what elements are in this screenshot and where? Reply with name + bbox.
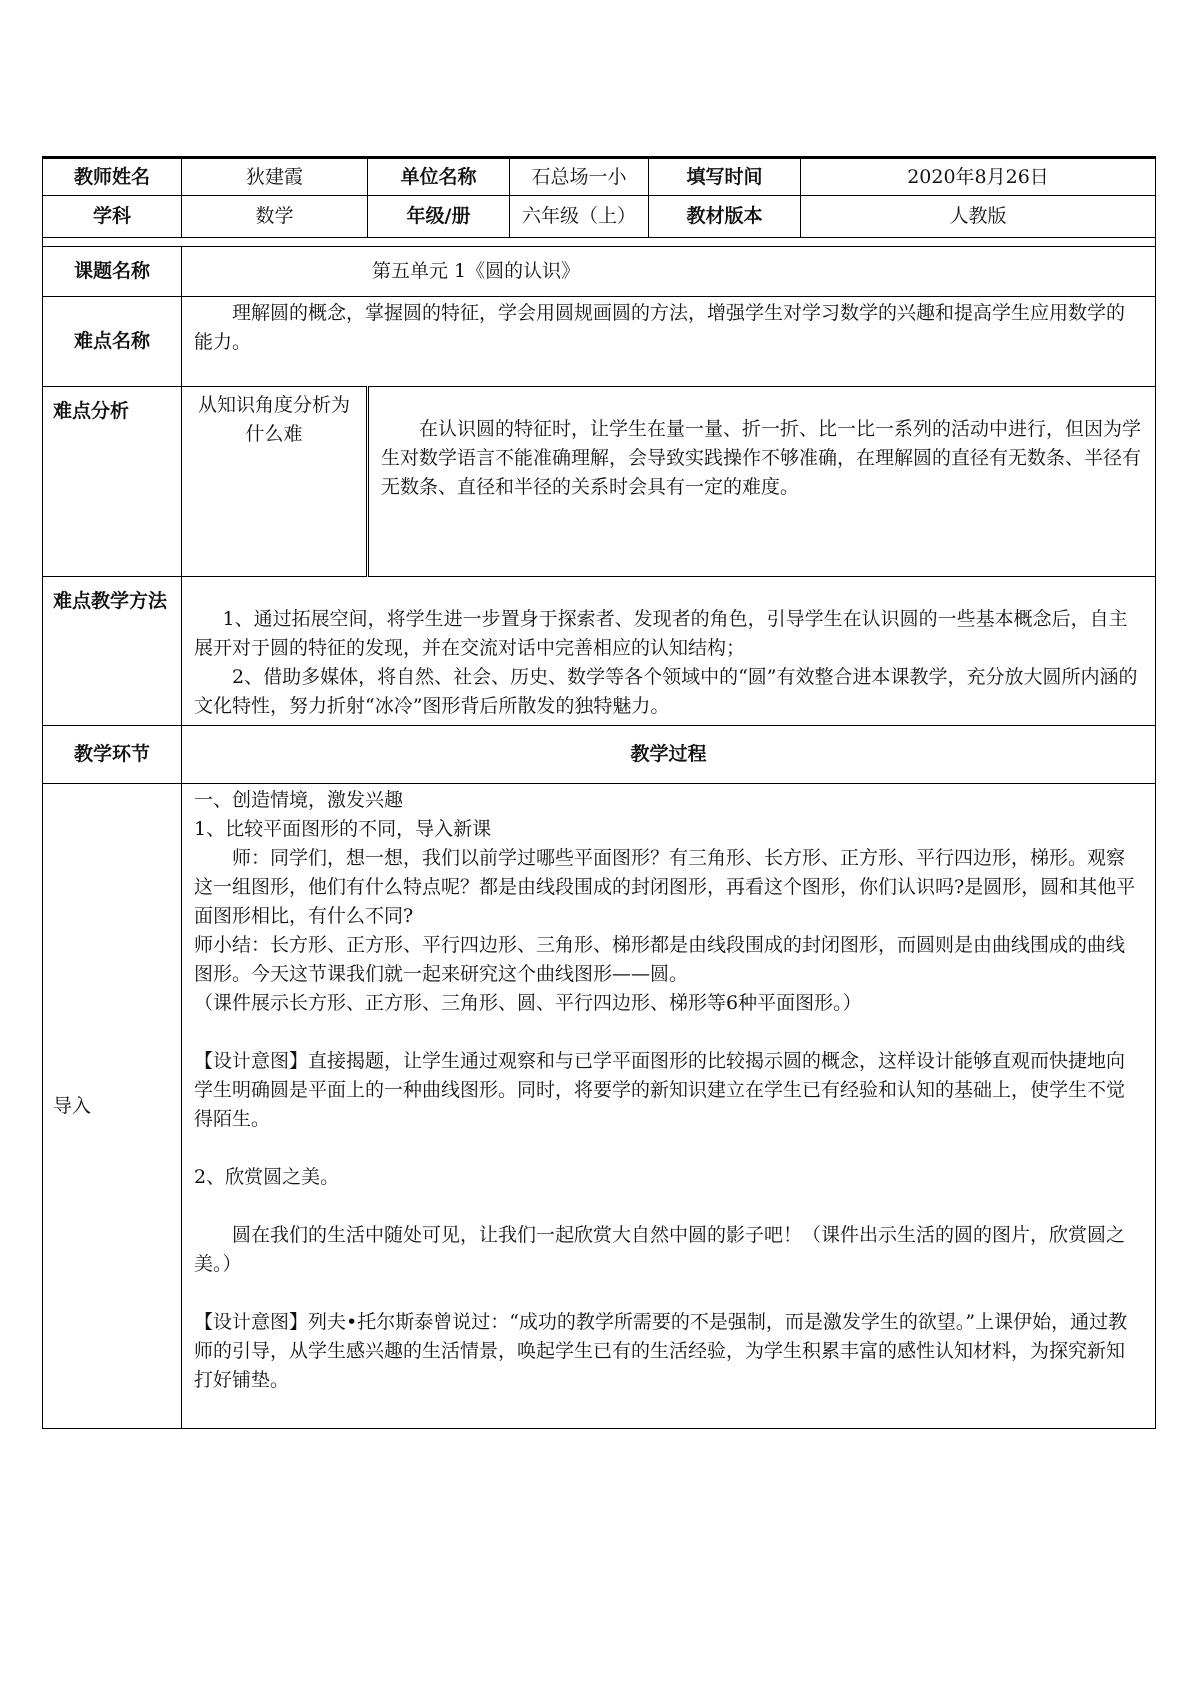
method-row bbox=[43, 577, 1156, 726]
teacher-label: 教师姓名 bbox=[43, 158, 182, 196]
analysis-label: 难点分析 bbox=[43, 387, 182, 577]
date-value: 2020年8月26日 bbox=[801, 158, 1156, 196]
stage-label: 教学环节 bbox=[43, 726, 182, 784]
intro-design-intent-1: 【设计意图】直接揭题，让学生通过观察和与已学平面图形的比较揭示圆的概念，这样设计能够直观而快捷地向学生明确圆是平面上的一种曲线图形。同时，将要学的新知识建立在学生已有经验和认知的基础上，使学生不觉得陌生。 bbox=[194, 1050, 1126, 1130]
teacher-value: 狄建霞 bbox=[182, 158, 368, 196]
topic-cell bbox=[182, 247, 1156, 297]
grade-label: 年级/册 bbox=[368, 196, 510, 238]
unit-value: 石总场一小 bbox=[510, 158, 649, 196]
intro-row bbox=[43, 784, 1156, 1429]
intro-design-intent-2: 【设计意图】列夫•托尔斯泰曾说过：“成功的教学所需要的不是强制，而是激发学生的欲望。”上课伊始，通过教师的引导，从学生感兴趣的生活情景，唤起学生已有的生活经验，为学生积累丰富的感性认知材料，为探究新知打好铺垫。 bbox=[194, 1311, 1128, 1391]
intro-stage: 导入 bbox=[43, 784, 182, 1429]
process-label: 教学过程 bbox=[182, 726, 1156, 784]
method-p2: 2、借助多媒体，将自然、社会、历史、数学等各个领域中的“圆”有效整合进本课教学，充分放大圆所内涵的文化特性，努力折射“冰冷”图形背后所散发的独特魅力。 bbox=[194, 666, 1138, 717]
analysis-value: 在认识圆的特征时，让学生在量一量、折一折、比一比一系列的活动中进行，但因为学生对数学语言不能准确理解，会导致实践操作不够准确，在理解圆的直径有无数条、半径有无数条、直径和半径的关系时会具有一定的难度。 bbox=[381, 418, 1142, 498]
header-row-2 bbox=[43, 196, 1156, 238]
intro-cell bbox=[182, 784, 1156, 1429]
header-row-1 bbox=[43, 158, 1156, 196]
method-label: 难点教学方法 bbox=[43, 577, 182, 726]
method-cell bbox=[182, 577, 1156, 726]
intro-subheading-2: 2、欣赏圆之美。 bbox=[194, 1166, 340, 1188]
topic-label: 课题名称 bbox=[43, 247, 182, 297]
analysis-cell bbox=[368, 387, 1156, 577]
lesson-plan-form bbox=[42, 156, 1155, 1429]
edition-label: 教材版本 bbox=[649, 196, 801, 238]
lesson-plan-table bbox=[42, 156, 1156, 1429]
intro-teacher-summary: 师小结：长方形、正方形、平行四边形、三角形、梯形都是由线段围成的封闭图形，而圆则是由曲线围成的曲线图形。今天这节课我们就一起来研究这个曲线图形——圆。 bbox=[194, 934, 1126, 985]
analysis-row bbox=[43, 387, 1156, 577]
unit-label: 单位名称 bbox=[368, 158, 510, 196]
difficulty-row bbox=[43, 297, 1156, 387]
intro-heading: 一、创造情境，激发兴趣 bbox=[194, 789, 404, 811]
spacer-row bbox=[43, 238, 1156, 247]
analysis-sublabel: 从知识角度分析为什么难 bbox=[182, 387, 368, 577]
grade-value: 六年级（上） bbox=[510, 196, 649, 238]
edition-value: 人教版 bbox=[801, 196, 1156, 238]
intro-teacher-question: 师：同学们，想一想，我们以前学过哪些平面图形？有三角形、长方形、正方形、平行四边形，梯形。观察这一组图形，他们有什么特点呢？都是由线段围成的封闭图形，再看这个图形，你们认识吗?是圆形，圆和其他平面图形相比，有什么不同? bbox=[194, 847, 1136, 927]
method-p1: 1、通过拓展空间，将学生进一步置身于探索者、发现者的角色，引导学生在认识圆的一些基本概念后，自主展开对于圆的特征的发现，并在交流对话中完善相应的认知结构； bbox=[194, 608, 1128, 659]
intro-appreciation: 圆在我们的生活中随处可见，让我们一起欣赏大自然中圆的影子吧！（课件出示生活的圆的图片，欣赏圆之美。） bbox=[194, 1224, 1126, 1275]
process-header-row bbox=[43, 726, 1156, 784]
topic-row bbox=[43, 247, 1156, 297]
intro-subheading-1: 1、比较平面图形的不同，导入新课 bbox=[194, 818, 492, 840]
subject-value: 数学 bbox=[182, 196, 368, 238]
date-label: 填写时间 bbox=[649, 158, 801, 196]
subject-label: 学科 bbox=[43, 196, 182, 238]
topic-value: 第五单元 1《圆的认识》 bbox=[372, 260, 581, 282]
difficulty-label: 难点名称 bbox=[43, 297, 182, 387]
intro-courseware-note: （课件展示长方形、正方形、三角形、圆、平行四边形、梯形等6种平面图形。） bbox=[194, 992, 862, 1014]
difficulty-value: 理解圆的概念，掌握圆的特征，学会用圆规画圆的方法，增强学生对学习数学的兴趣和提高学生应用数学的能力。 bbox=[194, 302, 1126, 353]
difficulty-cell bbox=[182, 297, 1156, 387]
